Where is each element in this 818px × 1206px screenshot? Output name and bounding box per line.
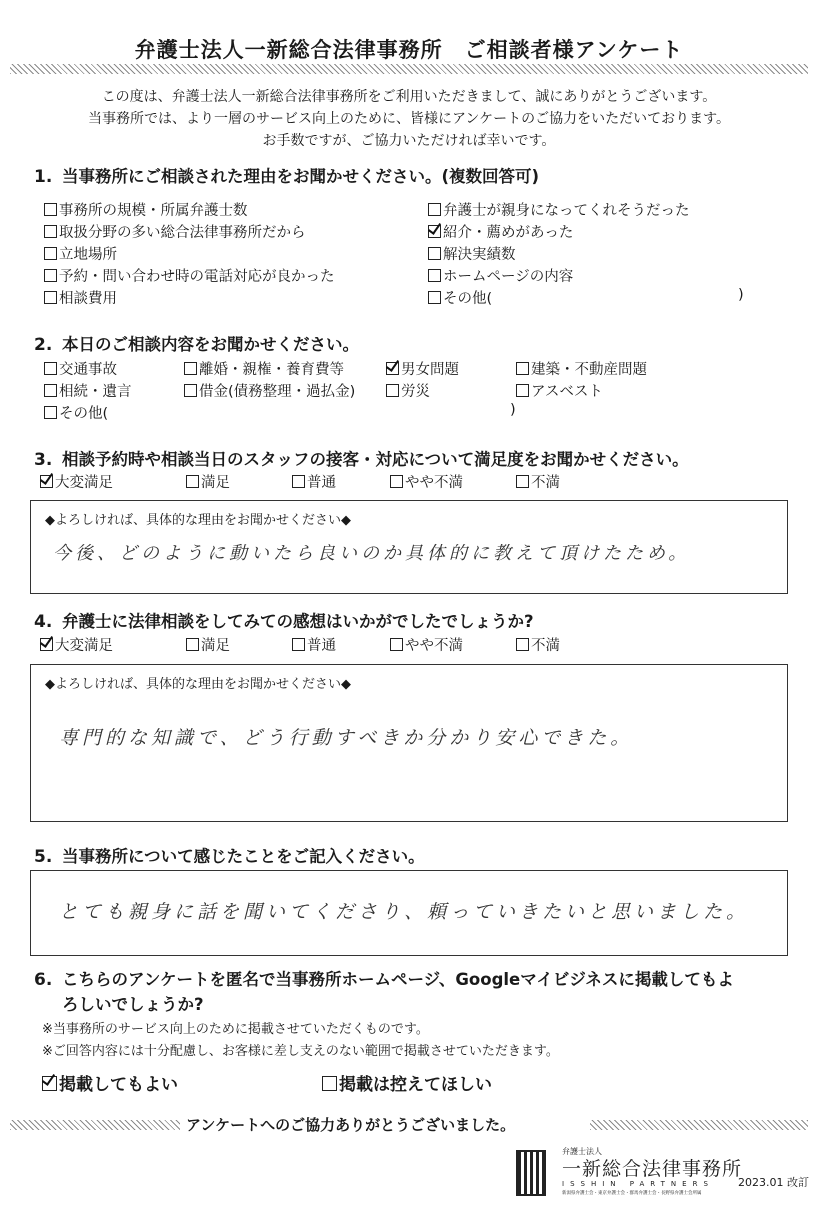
q2-option-traffic[interactable]: 交通事故 bbox=[44, 358, 117, 379]
question-4-heading bbox=[34, 608, 534, 632]
q2-option-asbestos[interactable]: アスベスト bbox=[516, 380, 603, 401]
checkbox[interactable] bbox=[44, 406, 57, 419]
q2-option-relationship[interactable]: 男女問題 bbox=[386, 358, 459, 379]
footer-divider-left bbox=[10, 1120, 180, 1130]
q1-option-results[interactable]: 解決実績数 bbox=[428, 243, 516, 264]
checkbox[interactable] bbox=[516, 475, 529, 488]
intro-line-1: この度は、弁護士法人一新総合法律事務所をご利用いただきまして、誠にありがとうございます。 bbox=[101, 89, 717, 105]
checkbox[interactable] bbox=[428, 203, 441, 216]
q1-option-scale[interactable]: 事務所の規模・所属弁護士数 bbox=[44, 199, 248, 220]
header-divider bbox=[10, 64, 808, 74]
checkbox-checked[interactable] bbox=[42, 1076, 57, 1091]
checkbox[interactable] bbox=[184, 362, 197, 375]
q6-note-1: ※当事務所のサービス向上のために掲載させていただくものです。 bbox=[42, 1022, 429, 1037]
q3-comment-label: ◆よろしければ、具体的な理由をお聞かせください◆ bbox=[45, 513, 351, 528]
q1-option-fee[interactable]: 相談費用 bbox=[44, 287, 117, 308]
logo-firm-name: 一新総合法律事務所 bbox=[562, 1158, 743, 1180]
question-2-heading bbox=[34, 331, 359, 355]
q4-comment-box[interactable] bbox=[30, 664, 788, 822]
q4-option-satisfied[interactable]: 満足 bbox=[186, 634, 230, 655]
checkbox[interactable] bbox=[386, 384, 399, 397]
checkbox[interactable] bbox=[44, 291, 57, 304]
checkbox-checked[interactable] bbox=[40, 638, 53, 651]
checkbox[interactable] bbox=[516, 638, 529, 651]
logo-tagline: 新潟県弁護士会・東京弁護士会・群馬弁護士会・長野県弁護士会所属 bbox=[562, 1191, 702, 1196]
question-6-number: 6. bbox=[34, 970, 53, 990]
checkbox[interactable] bbox=[44, 384, 57, 397]
question-2-text: 本日のご相談内容をお聞かせください。 bbox=[62, 335, 359, 354]
page-title: 弁護士法人一新総合法律事務所 ご相談者様アンケート bbox=[134, 38, 684, 62]
checkbox[interactable] bbox=[390, 475, 403, 488]
checkbox[interactable] bbox=[322, 1076, 337, 1091]
question-1-number: 1. bbox=[34, 167, 53, 187]
q6-note-2: ※ご回答内容には十分配慮し、お客様に差し支えのない範囲で掲載させていただきます。 bbox=[42, 1044, 559, 1059]
checkbox[interactable] bbox=[44, 269, 57, 282]
footer-divider-right bbox=[590, 1120, 808, 1130]
logo-roman-text: ISSHIN PARTNERS bbox=[562, 1180, 714, 1188]
q1-option-phone[interactable]: 予約・問い合わせ時の電話対応が良かった bbox=[44, 265, 335, 286]
logo-mark-icon bbox=[516, 1150, 546, 1196]
logo-small-text: 弁護士法人 bbox=[562, 1147, 602, 1156]
q2-option-debt[interactable]: 借金(債務整理・過払金) bbox=[184, 380, 355, 401]
checkbox[interactable] bbox=[44, 362, 57, 375]
checkbox[interactable] bbox=[428, 291, 441, 304]
q2-option-other[interactable]: その他( bbox=[44, 402, 108, 423]
q3-option-unsatisfied[interactable]: 不満 bbox=[516, 471, 560, 492]
checkbox[interactable] bbox=[44, 203, 57, 216]
checkbox[interactable] bbox=[428, 269, 441, 282]
q6-option-allow[interactable]: 掲載してもよい bbox=[42, 1070, 178, 1095]
question-5-text: 当事務所について感じたことをご記入ください。 bbox=[62, 847, 425, 866]
checkbox[interactable] bbox=[184, 384, 197, 397]
checkbox[interactable] bbox=[428, 247, 441, 260]
checkbox[interactable] bbox=[186, 475, 199, 488]
q3-handwritten-answer: 今後、どのように動いたら良いのか具体的に教えて頂けたため。 bbox=[53, 543, 691, 564]
checkbox[interactable] bbox=[292, 475, 305, 488]
question-6-text-line-2: ろしいでしょうか? bbox=[62, 995, 204, 1014]
q1-option-location[interactable]: 立地場所 bbox=[44, 243, 117, 264]
q3-option-satisfied[interactable]: 満足 bbox=[186, 471, 230, 492]
q1-option-other[interactable]: その他( bbox=[428, 287, 492, 308]
question-3-text: 相談予約時や相談当日のスタッフの接客・対応について満足度をお聞かせください。 bbox=[62, 450, 689, 469]
checkbox-checked[interactable] bbox=[40, 475, 53, 488]
question-3-heading bbox=[34, 446, 689, 470]
q1-option-website[interactable]: ホームページの内容 bbox=[428, 265, 573, 286]
checkbox-checked[interactable] bbox=[428, 225, 441, 238]
intro-line-2: 当事務所では、より一層のサービス向上のために、皆様にアンケートのご協力をいただいております。 bbox=[87, 111, 731, 127]
checkbox[interactable] bbox=[516, 362, 529, 375]
question-3-number: 3. bbox=[34, 450, 53, 470]
q4-option-neutral[interactable]: 普通 bbox=[292, 634, 336, 655]
q2-other-close-paren: ) bbox=[510, 402, 516, 418]
revision-date: 2023.01 改訂 bbox=[738, 1176, 809, 1189]
question-1-heading bbox=[34, 163, 539, 187]
q1-option-referral[interactable]: 紹介・薦めがあった bbox=[428, 221, 573, 242]
q3-option-neutral[interactable]: 普通 bbox=[292, 471, 336, 492]
question-2-number: 2. bbox=[34, 335, 53, 355]
checkbox[interactable] bbox=[186, 638, 199, 651]
q4-option-unsatisfied[interactable]: 不満 bbox=[516, 634, 560, 655]
question-4-text: 弁護士に法律相談をしてみての感想はいかがでしたでしょうか? bbox=[62, 612, 534, 631]
q4-option-slightly-unsatisfied[interactable]: やや不満 bbox=[390, 634, 463, 655]
q4-handwritten-answer: 専門的な知識で、どう行動すべきか分かり安心できた。 bbox=[59, 727, 634, 749]
intro-line-3: お手数ですが、ご協力いただければ幸いです。 bbox=[262, 133, 556, 149]
question-1-text: 当事務所にご相談された理由をお聞かせください。(複数回答可) bbox=[62, 167, 540, 186]
question-4-number: 4. bbox=[34, 612, 53, 632]
q2-option-realestate[interactable]: 建築・不動産問題 bbox=[516, 358, 647, 379]
checkbox[interactable] bbox=[516, 384, 529, 397]
q3-comment-box[interactable] bbox=[30, 500, 788, 594]
q1-option-caring[interactable]: 弁護士が親身になってくれそうだった bbox=[428, 199, 690, 220]
q2-option-workers-comp[interactable]: 労災 bbox=[386, 380, 430, 401]
q4-option-very-satisfied[interactable]: 大変満足 bbox=[40, 634, 113, 655]
q6-option-decline[interactable]: 掲載は控えてほしい bbox=[322, 1070, 492, 1095]
q1-option-fields[interactable]: 取扱分野の多い総合法律事務所だから bbox=[44, 221, 306, 242]
q4-comment-label: ◆よろしければ、具体的な理由をお聞かせください◆ bbox=[45, 677, 351, 692]
checkbox[interactable] bbox=[390, 638, 403, 651]
checkbox[interactable] bbox=[292, 638, 305, 651]
thanks-message: アンケートへのご協力ありがとうございました。 bbox=[186, 1116, 516, 1134]
checkbox-checked[interactable] bbox=[386, 362, 399, 375]
question-6-text-line-1: こちらのアンケートを匿名で当事務所ホームページ、Googleマイビジネスに掲載してもよ bbox=[62, 970, 734, 989]
q2-option-divorce[interactable]: 離婚・親権・養育費等 bbox=[184, 358, 344, 379]
question-5-heading bbox=[34, 843, 425, 867]
q5-handwritten-answer: とても親身に話を聞いてくださり、頼っていきたいと思いました。 bbox=[59, 901, 750, 923]
q1-other-close-paren: ) bbox=[738, 287, 744, 303]
q2-option-inheritance[interactable]: 相続・遺言 bbox=[44, 380, 132, 401]
q5-comment-box[interactable] bbox=[30, 870, 788, 956]
firm-logo bbox=[516, 1146, 816, 1202]
checkbox[interactable] bbox=[44, 247, 57, 260]
question-5-number: 5. bbox=[34, 847, 53, 867]
q3-option-very-satisfied[interactable]: 大変満足 bbox=[40, 471, 113, 492]
q3-option-slightly-unsatisfied[interactable]: やや不満 bbox=[390, 471, 463, 492]
question-6-heading bbox=[34, 966, 734, 990]
checkbox[interactable] bbox=[44, 225, 57, 238]
